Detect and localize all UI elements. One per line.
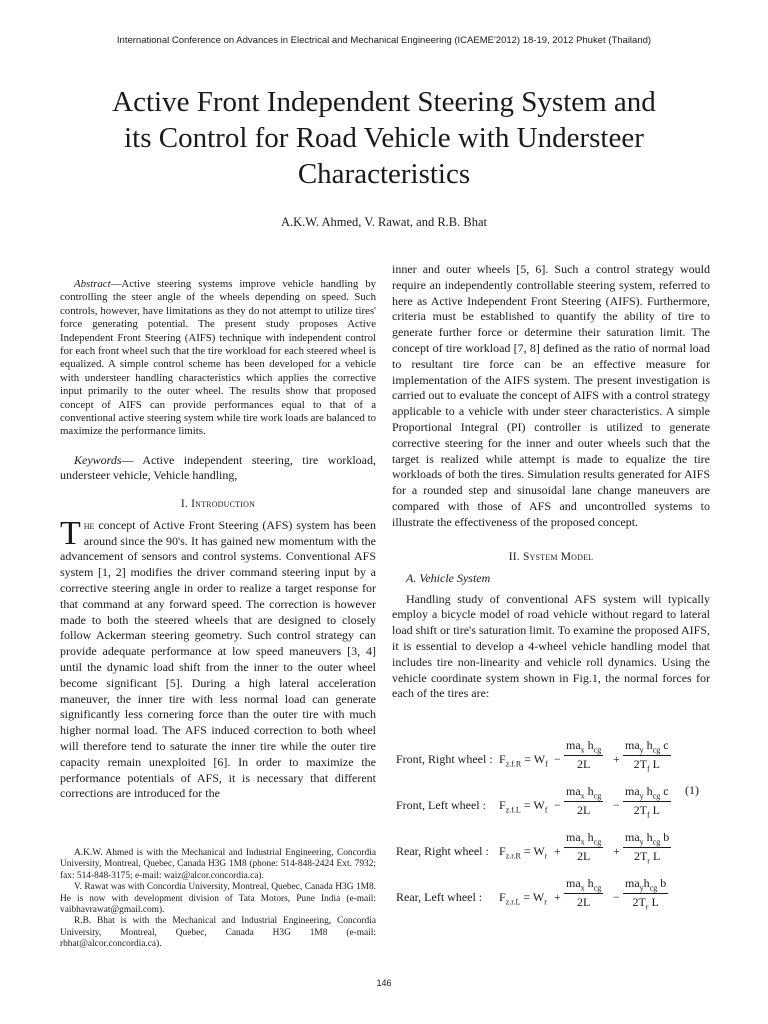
left-column: [60, 278, 376, 802]
title-line-3: Characteristics: [297, 158, 471, 190]
paper-title: [60, 84, 708, 192]
section-heading-system-model: [392, 551, 710, 563]
abstract-label: Abstract: [74, 278, 111, 290]
footnote-2: V. Rawat was with Concordia University, Montreal, Quebec, Canada H3G 1M8. He is now with development division of Tata Motors, Pune India (e-mail: vaibhavrawat@gmail.com).: [60, 882, 376, 916]
equation-label: Front, Right wheel :: [396, 752, 493, 766]
system-model-paragraph: Handling study of conventional AFS system will typically employ a bicycle model of road vehicle without regard to lateral load shift or tire's saturation limit. To examine the proposed AIFS, it is essential to develop a 4-wheel vehicle handling model that includes tire non-linearity and vehicle roll dynamics. Using the vehicle coordinate system shown in Fig.1, the normal forces for each of the tires are:: [392, 591, 710, 701]
drop-cap: T: [60, 514, 81, 552]
fraction-lateral: $ma_y$ $h_{cg}$ c $2T_f$ L: [625, 784, 669, 820]
section-heading-introduction: [60, 498, 376, 510]
fraction-lateral: $ma_y$ $h_{cg}$ b $2T_r$ L: [625, 830, 670, 866]
equation-label: Rear, Left wheel :: [396, 890, 483, 904]
fraction-longitudinal: $ma_x$ $h_{cg}$ 2L: [566, 830, 602, 864]
equation-lhs: $F_{z.f.R} = W_f$: [499, 752, 548, 769]
equation-label: Rear, Right wheel :: [396, 844, 489, 858]
operator: +: [613, 844, 620, 858]
fraction-longitudinal: $ma_x$ $h_{cg}$ 2L: [566, 784, 602, 818]
abstract-text: —Active steering systems improve vehicle handling by controlling the steer angle of the wheels depending on speed. Such controls, however, have limitations as they do not attempt to utilize tires' force generating potential. The present study proposes Active Independent Front Steering (AIFS) technique with independent control for each front wheel such that the tire workload for each steered wheel is equalized. A simple control scheme has been developed for a vehicle with understeer handling characteristics which applies the corrective input primarily to the outer wheel. The results show that proposed concept of AIFS can provide performances equal to that of a conventional active steering system while tire work loads are balanced to maximize the performance limits.: [60, 278, 376, 438]
introduction-text: concept of Active Front Steering (AFS) system has been around since the 90's. It has gained new momentum with the advancement of sensors and control systems. Conventional AFS system [1, 2] modifies the driver command steering input by a corrective steering angle in order to realize a target response for that command at any forward speed. The correction is however made to both the steered wheels that are designed to closely follow Ackerman steering geometry. Such control strategy can provide adequate performance at low speed maneuvers [3, 4] until the dynamic load shift from the inner to the outer wheel become significant [5]. During a high lateral acceleration maneuver, the inner tire with less normal load can generate significantly less cornering force than the outer tire with much higher normal load. The AFS induced correction to both wheel will therefore tend to saturate the inner tire while the outer tire capacity remain unexploited [6]. In order to maximize the performance potentials of AFS, it is necessary that different corrections are introduced for the: [60, 517, 376, 801]
operator: −: [613, 798, 620, 812]
conference-header: International Conference on Advances in Electrical and Mechanical Engineering (ICAEME'2012) 18-19, 2012 Phuket (Thailand): [116, 35, 652, 46]
operator: −: [554, 798, 561, 812]
introduction-continued: inner and outer wheels [5, 6]. Such a control strategy would require an independently controllable steering system, referred to here as Active Independent Front Steering (AIFS). Furthermore, criteria must be established to quantify the ability of tire to generate further force or determine their saturation limit. The concept of tire workload [7, 8] defined as the ratio of normal load to resultant tire force can be an effective measure for implementation of the AIFS system. The present investigation is carried out to evaluate the concept of AIFS with a control strategy applicable to a vehicle with under steer characteristics. A simple Proportional Integral (PI) controller is utilized to generate corrective steering for the inner and outer wheels such that the target is realized while attempt is made to equalize the tire workloads of both the tires. Simulation results generated for AIFS for a rounded step and sinusoidal lane change maneuvers are compared with those of AFS and uncontrolled systems to illustrate the effectiveness of the proposed concept.: [392, 262, 710, 529]
equation-label: Front, Left wheel :: [396, 798, 486, 812]
operator: +: [554, 844, 561, 858]
operator: −: [613, 890, 620, 904]
drop-cap-rest: he: [83, 517, 95, 532]
section-number: I.: [180, 497, 188, 510]
equation-row: [392, 876, 712, 922]
equation-lhs: $F_{z.r.R} = W_r$: [499, 844, 548, 861]
title-line-2: its Control for Road Vehicle with Understeer: [124, 122, 644, 154]
operator: +: [554, 890, 561, 904]
keywords: [60, 453, 376, 484]
footnote-1: A.K.W. Ahmed is with the Mechanical and Industrial Engineering, Concordia University, Montreal, Quebec, Canada H3G 1M8 (phone: 514-848-2424 Ext. 7932; fax: 514-848-3175; e-mail: waiz@alcor.concordia.ca).: [60, 848, 376, 881]
right-column: [392, 262, 710, 702]
fraction-longitudinal: $ma_x$ $h_{cg}$ 2L: [566, 876, 602, 910]
operator: +: [613, 752, 620, 766]
equation-lhs: $F_{z.f.L} = W_f$: [499, 798, 548, 815]
equation-number: (1): [685, 783, 699, 797]
fraction-longitudinal: $ma_x$ $h_{cg}$ 2L: [566, 738, 602, 772]
equation-row: [392, 784, 712, 830]
subsection-heading: A. Vehicle System: [406, 570, 491, 585]
keywords-text: — Active independent steering, tire workload, understeer vehicle, Vehicle handling,: [60, 452, 376, 483]
equation-row: [392, 738, 712, 784]
fraction-lateral: $ma_yh_{cg}$ b $2T_r$ L: [625, 876, 667, 912]
page-number: 146: [376, 978, 392, 988]
section-number: II.: [508, 550, 520, 563]
section-title: Introduction: [191, 497, 256, 510]
footnote-3: R.B. Bhat is with the Mechanical and Industrial Engineering, Concordia University, Montreal, Quebec, Canada H3G 1M8 (e-mail: rbhat@alcor.concordia.ca).: [60, 916, 376, 950]
normal-force-equations: [392, 738, 712, 922]
equation-row: [392, 830, 712, 876]
abstract: [60, 278, 376, 439]
title-line-1: Active Front Independent Steering System and: [112, 86, 656, 118]
operator: −: [554, 752, 561, 766]
keywords-label: Keywords: [74, 452, 122, 467]
equation-lhs: $F_{z.r.L} = W_r$: [499, 890, 547, 907]
author-footnotes: [60, 848, 376, 951]
section-title: System Model: [522, 550, 594, 563]
fraction-lateral: $ma_y$ $h_{cg}$ c $2T_f$ L: [625, 738, 669, 774]
author-list: A.K.W. Ahmed, V. Rawat, and R.B. Bhat: [280, 215, 488, 229]
introduction-paragraph: [60, 514, 376, 802]
